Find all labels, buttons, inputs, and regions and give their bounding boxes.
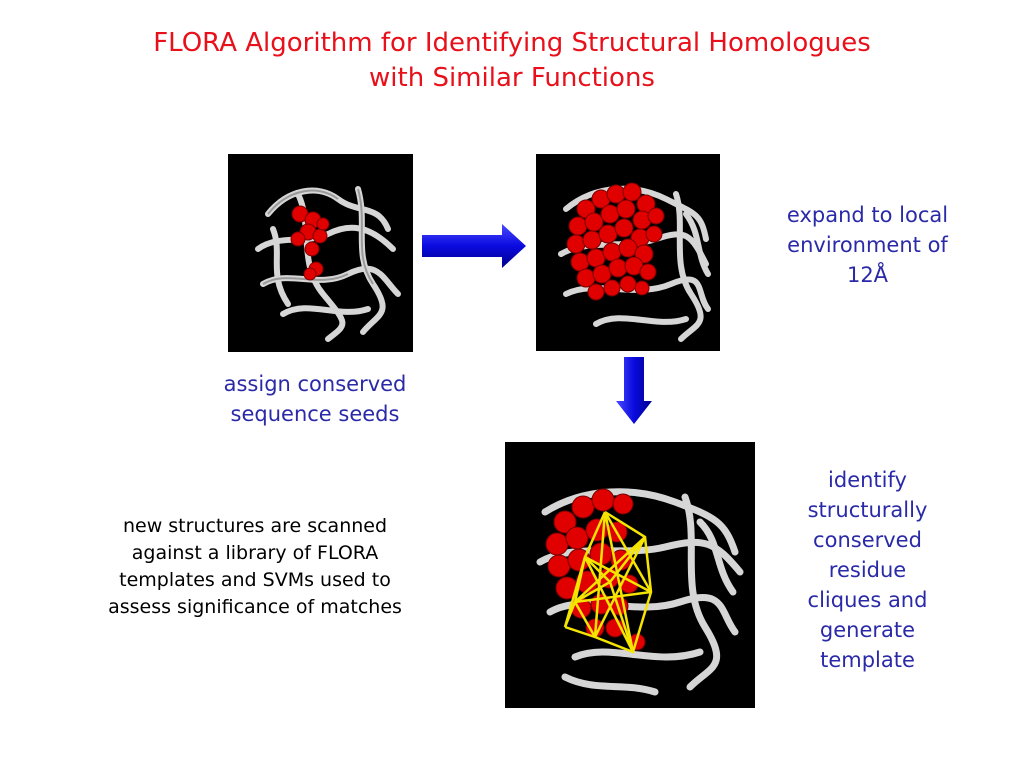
caption-cliques-line-3: conserved <box>813 528 922 552</box>
slide-title-line-1: FLORA Algorithm for Identifying Structural Homologues <box>153 28 871 58</box>
caption-cliques-line-5: cliques and <box>807 588 928 612</box>
protein-structure-clique-image <box>505 442 755 708</box>
slide-title <box>40 26 984 96</box>
note-scanning-library <box>70 513 440 621</box>
caption-cliques-line-7: template <box>820 648 915 672</box>
caption-cliques-line-6: generate <box>819 618 916 642</box>
arrow-right-icon <box>420 222 530 274</box>
caption-cliques-line-1: identify <box>828 468 907 492</box>
caption-assign-seeds-line-1: assign conserved <box>223 372 407 396</box>
note-line-1: new structures are scanned <box>122 515 388 537</box>
slide-title-line-2: with Similar Functions <box>369 63 655 93</box>
caption-identify-cliques <box>770 465 965 675</box>
caption-expand-environment <box>760 200 975 290</box>
caption-expand-line-3: 12Å <box>846 263 889 287</box>
protein-structure-expanded-image <box>536 154 720 351</box>
caption-assign-seeds-line-2: sequence seeds <box>230 402 400 426</box>
caption-cliques-line-2: structurally <box>807 498 928 522</box>
note-line-3: templates and SVMs used to <box>119 569 391 591</box>
caption-assign-seeds <box>195 369 435 429</box>
note-line-2: against a library of FLORA <box>131 542 379 564</box>
note-line-4: assess significance of matches <box>108 596 402 618</box>
caption-expand-line-2: environment of <box>787 233 948 257</box>
protein-structure-seeds-image <box>228 154 413 352</box>
arrow-down-icon <box>614 355 654 431</box>
caption-cliques-line-4: residue <box>828 558 907 582</box>
caption-expand-line-1: expand to local <box>786 203 949 227</box>
